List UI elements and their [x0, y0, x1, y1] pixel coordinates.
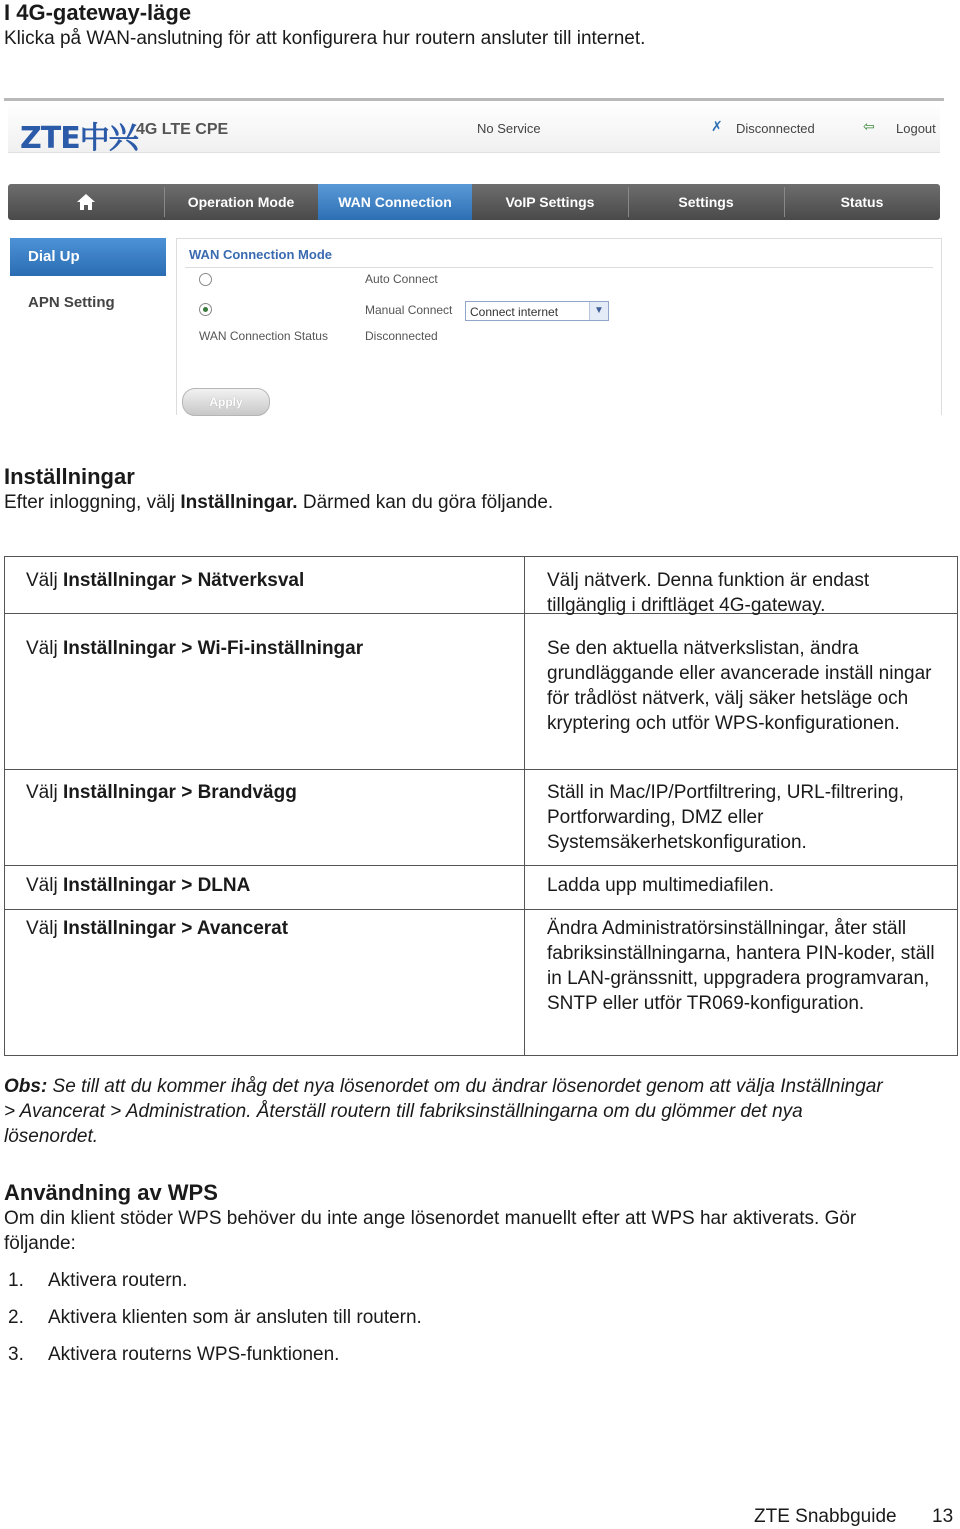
- cell-prefix: Välj: [26, 875, 63, 896]
- nav-voip-settings[interactable]: VoIP Settings: [505, 194, 595, 210]
- sidebar-item-apn-setting[interactable]: APN Setting: [28, 294, 115, 311]
- wan-status-value: Disconnected: [365, 329, 438, 343]
- table-border: [4, 909, 958, 910]
- section-intro-settings: [4, 490, 553, 515]
- logout-link[interactable]: Logout: [896, 121, 936, 136]
- step-text: Aktivera routerns WPS-funktionen.: [48, 1344, 340, 1365]
- logout-icon[interactable]: ⇦: [863, 118, 875, 134]
- nav-divider: [628, 187, 629, 217]
- home-icon: [76, 193, 96, 211]
- footer-title: ZTE Snabbguide: [754, 1506, 897, 1527]
- router-ui-screenshot: [4, 98, 944, 416]
- table-cell-desc: Ladda upp multimediafilen.: [547, 875, 775, 896]
- table-cell-menu: [26, 780, 506, 805]
- cell-prefix: Välj: [26, 570, 63, 591]
- nav-settings[interactable]: Settings: [678, 194, 734, 210]
- step-text: Aktivera routern.: [48, 1270, 188, 1291]
- table-border: [4, 556, 5, 1056]
- step-number: 3.: [8, 1344, 24, 1365]
- chevron-down-icon: ▼: [589, 302, 608, 320]
- disconnected-icon: ✗: [711, 118, 723, 134]
- screenshot-top-border: [4, 98, 944, 101]
- table-cell-desc: Ändra Administratörsinställningar, åter ställ fabriksinställningarna, hantera PIN-koder, ställ in LAN-gränssnitt, uppgradera programvaran, SNTP eller utför TR069-konfiguration.: [547, 918, 935, 1014]
- nav-home[interactable]: [8, 184, 164, 220]
- note-text: Se till att du kommer ihåg det nya lösenordet om du ändrar lösenordet genom att välja Inställningar > Avancerat > Administration. Återställ routern till fabriksinställningarna om du glömmer det nya lösenordet.: [4, 1076, 883, 1147]
- section-title-gateway: I 4G-gateway-läge: [4, 0, 192, 25]
- cell-path: Inställningar > DLNA: [62, 875, 251, 896]
- main-nav: [8, 184, 940, 220]
- panel-divider: [185, 267, 933, 268]
- product-name: 4G LTE CPE: [136, 121, 229, 138]
- table-cell-desc: Välj nätverk. Denna funktion är endast tillgänglig i driftläget 4G-gateway.: [547, 570, 870, 616]
- table-cell-menu: [26, 916, 506, 941]
- section-title-wps: Användning av WPS: [4, 1180, 218, 1205]
- section-intro-gateway: Klicka på WAN-anslutning för att konfigurera hur routern ansluter till internet.: [4, 28, 646, 49]
- step-number: 1.: [8, 1270, 24, 1291]
- zte-logo: ZTE中兴: [20, 121, 138, 156]
- auto-connect-label: Auto Connect: [365, 272, 438, 286]
- cell-prefix: Välj: [26, 638, 63, 659]
- cell-path: Inställningar > Nätverksval: [62, 570, 305, 591]
- list-item: [8, 1305, 422, 1330]
- connect-select-value: Connect internet: [470, 305, 559, 319]
- table-border: [957, 556, 958, 1056]
- list-item: [8, 1268, 187, 1293]
- panel-title: WAN Connection Mode: [189, 247, 332, 262]
- step-number: 2.: [8, 1307, 24, 1328]
- table-cell-desc: Se den aktuella nätverkslistan, ändra grundläggande eller avancerade inställ ningar för trådlöst nätverk, välj säker hetsläge och kryptering och utför WPS-konfigurationen.: [547, 638, 932, 734]
- step-text: Aktivera klienten som är ansluten till routern.: [48, 1307, 422, 1328]
- table-border: [4, 769, 958, 770]
- table-border: [4, 556, 958, 557]
- cell-path: Inställningar > Avancerat: [62, 918, 289, 939]
- table-cell-desc: Ställ in Mac/IP/Portfiltrering, URL-filtrering, Portforwarding, DMZ eller Systemsäkerhetskonfiguration.: [547, 782, 904, 853]
- table-border: [524, 556, 525, 1056]
- intro-text: Därmed kan du göra följande.: [297, 492, 554, 513]
- settings-table: [4, 556, 958, 1056]
- service-status: No Service: [477, 121, 541, 136]
- list-item: [8, 1342, 339, 1367]
- sidebar: [10, 238, 166, 322]
- table-cell-menu: [26, 873, 506, 898]
- nav-wan-connection[interactable]: WAN Connection: [318, 184, 472, 220]
- table-cell-menu: [26, 568, 506, 593]
- manual-connect-label: Manual Connect: [365, 303, 453, 317]
- intro-bold: Inställningar.: [180, 492, 298, 513]
- cell-path: Inställningar > Brandvägg: [62, 782, 297, 803]
- apply-button[interactable]: Apply: [182, 388, 270, 416]
- cell-path: Inställningar > Wi-Fi-inställningar: [62, 638, 364, 659]
- connection-status: Disconnected: [736, 121, 815, 136]
- table-border: [4, 1055, 958, 1056]
- intro-text: Efter inloggning, välj: [4, 492, 181, 513]
- manual-connect-radio[interactable]: [199, 303, 212, 316]
- section-intro-wps: Om din klient stöder WPS behöver du inte ange lösenordet manuellt efter att WPS har aktiverats. Gör följande:: [4, 1208, 857, 1254]
- wan-connection-panel: [176, 238, 942, 415]
- auto-connect-radio[interactable]: [199, 273, 212, 286]
- connect-select[interactable]: [465, 301, 609, 321]
- wan-status-label: WAN Connection Status: [199, 329, 328, 343]
- note-paragraph: [4, 1074, 884, 1149]
- cell-prefix: Välj: [26, 918, 63, 939]
- nav-operation-mode[interactable]: Operation Mode: [187, 194, 295, 210]
- nav-divider: [784, 187, 785, 217]
- cell-prefix: Välj: [26, 782, 63, 803]
- page-number: 13: [932, 1506, 954, 1527]
- note-label: Obs:: [4, 1076, 48, 1097]
- nav-divider: [164, 187, 165, 217]
- router-header: [8, 102, 940, 156]
- section-title-settings: Inställningar: [4, 464, 135, 489]
- nav-status[interactable]: Status: [840, 194, 884, 210]
- table-cell-menu: [26, 636, 506, 661]
- table-border: [4, 865, 958, 866]
- sidebar-item-dial-up[interactable]: Dial Up: [10, 238, 166, 276]
